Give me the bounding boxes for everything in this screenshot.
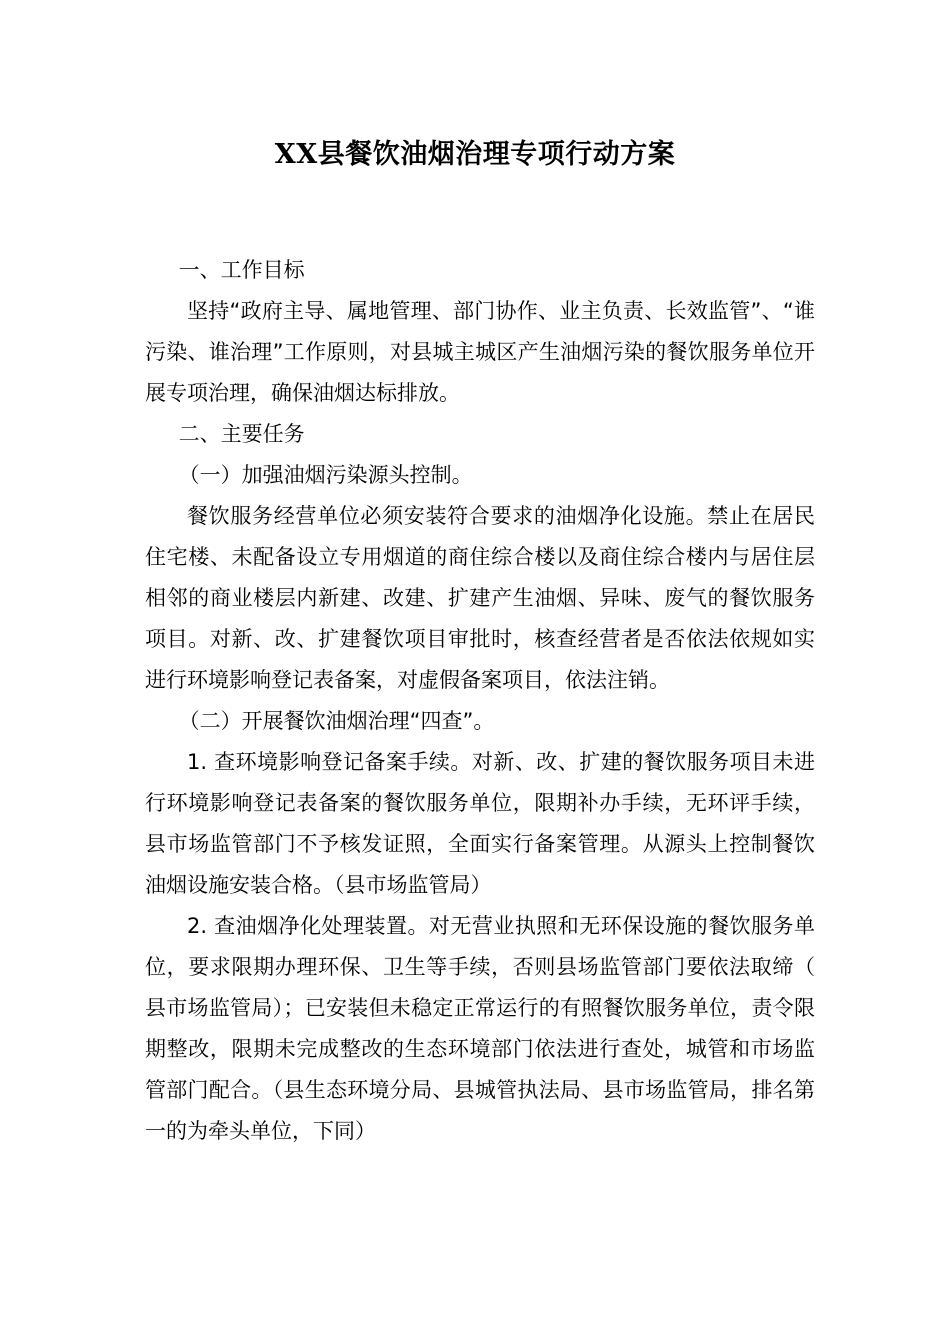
document-title: XX县餐饮油烟治理专项行动方案 — [274, 139, 676, 170]
paragraph-check-purification: 2. 查油烟净化处理装置。对无营业执照和无环保设施的餐饮服务单位，要求限期办理环保、卫生等手续，否则县场监管部门要依法取缔（县市场监管局）；已安装但未稳定正常运行的有照餐饮服务单位，责令限期整改，限期未完成整改的生态环境部门依法进行查处，城管和市场监管部门配合。（县生态环境分局、县城管执法局、县市场监管局，排名第一的为牵头单位，下同） — [145, 914, 815, 1143]
paragraph-principles: 坚持“政府主导、属地管理、部门协作、业主负责、长效监管”、“谁污染、谁治理”工作原则，对县城主城区产生油烟污染的餐饮服务单位开展专项治理，确保油烟达标排放。 — [145, 299, 815, 405]
section-heading-goals: 一、工作目标 — [178, 258, 305, 282]
subsection-heading-four-checks: （二）开展餐饮油烟治理“四查”。 — [178, 709, 495, 733]
paragraph-check-registration: 1. 查环境影响登记备案手续。对新、改、扩建的餐饮服务项目未进行环境影响登记表备案的餐饮服务单位，限期补办手续，无环评手续，县市场监管部门不予核发证照，全面实行备案管理。从源头上控制餐饮油烟设施安装合格。（县市场监管局） — [145, 750, 815, 897]
document-body — [145, 250, 815, 1152]
paragraph-source-control: 餐饮服务经营单位必须安装符合要求的油烟净化设施。禁止在居民住宅楼、未配备设立专用烟道的商住综合楼以及商住综合楼内与居住层相邻的商业楼层内新建、改建、扩建产生油烟、异味、废气的餐饮服务项目。对新、改、扩建餐饮项目审批时，核查经营者是否依法依规如实进行环境影响登记表备案，对虚假备案项目，依法注销。 — [145, 504, 815, 692]
section-heading-tasks: 二、主要任务 — [178, 422, 305, 446]
subsection-heading-source-control: （一）加强油烟污染源头控制。 — [178, 463, 473, 487]
